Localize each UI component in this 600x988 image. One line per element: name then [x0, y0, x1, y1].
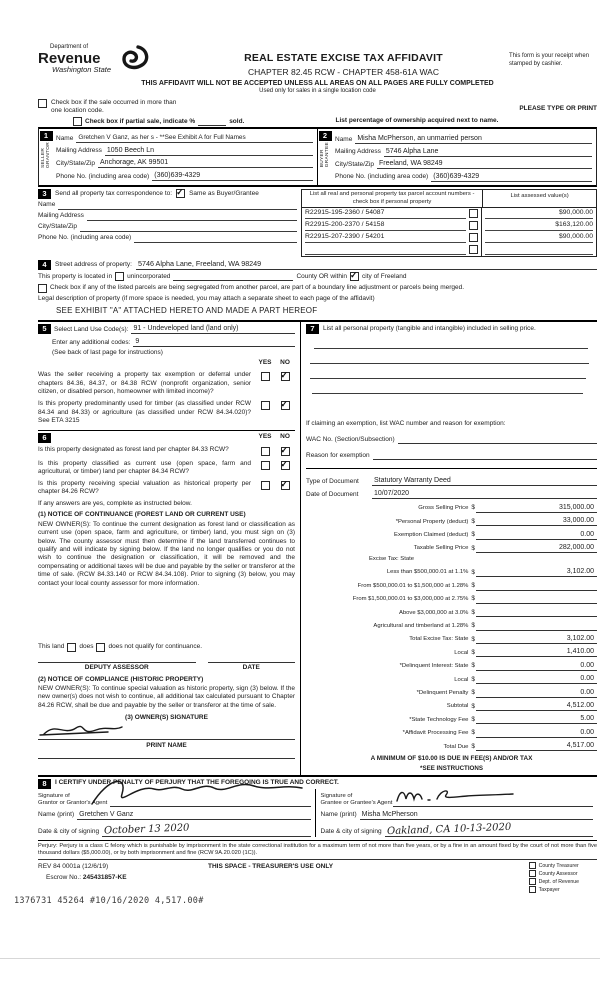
yes-header: YES: [258, 432, 272, 440]
q6-forest-yes-checkbox[interactable]: [261, 447, 270, 456]
personal-property-checkbox[interactable]: [469, 245, 478, 254]
segregated-checkbox[interactable]: [38, 284, 47, 293]
wac-number-label: WAC No. (Section/Subsection): [306, 435, 395, 443]
financial-row: [306, 661, 597, 671]
dollar-sign: $: [471, 504, 475, 512]
wac-number-field[interactable]: [398, 435, 597, 444]
financial-row: [306, 714, 597, 724]
assessed-value: [485, 245, 593, 255]
partial-sale-label: Check box if partial sale, indicate %: [85, 118, 196, 126]
agency-dept-of: Department of: [50, 44, 89, 50]
county-assessor-label: County Assessor: [538, 870, 578, 877]
reason-exemption-field[interactable]: [373, 451, 597, 460]
fin-label: *Affidavit Processing Fee: [402, 730, 469, 737]
county-treasurer-checkbox[interactable]: [529, 862, 536, 869]
seller-name-label: Name: [56, 134, 74, 142]
grantee-signature-scribble: [393, 786, 543, 806]
financial-row: [306, 594, 597, 604]
parcel-row: [302, 232, 596, 244]
street-address-field[interactable]: 5746 Alpha Lane, Freeland, WA 98249: [136, 259, 597, 269]
additional-codes-label: Enter any additional codes:: [52, 338, 131, 346]
dollar-sign: $: [471, 662, 475, 670]
question-row: [38, 480, 295, 497]
buyer-phone-field[interactable]: (360)639-4329: [431, 172, 592, 182]
minimum-fee-note: A MINIMUM OF $10.00 IS DUE IN FEE(S) AND/OR TAX: [370, 755, 533, 763]
q5-timber-text: Is this property predominantly used for timber (as classified under RCW 84.34 and 84.33) or agriculture (as classified under RCW 84.34.020)? See ETA 3215: [38, 400, 251, 425]
buyer-section: [317, 129, 596, 184]
segregated-label: Check box if any of the listed parcels are being segregated from another parcel, are part of a boundary line adjustment or parcels being merged.: [50, 284, 465, 292]
q6-current-use-text: Is this property classified as current use (open space, farm and agricultural, or timber) land per chapter 84.34 RCW?: [38, 459, 251, 475]
additional-codes-field[interactable]: 9: [133, 337, 295, 347]
grantor-sig-label-2: Grantor or Grantor's Agent: [38, 799, 108, 806]
grantee-sig-label-2: Grantee or Grantee's Agent: [320, 799, 393, 806]
dollar-sign: $: [471, 702, 475, 710]
assessed-value: $90,000.00: [485, 209, 593, 219]
seller-side-label: SELLER: [40, 148, 46, 169]
parcel-number: [305, 245, 466, 255]
perjury-paragraph: Perjury: Perjury is a class C felony which is punishable by imprisonment in the state correctional institution for a maximum term of not more than five years, or by a fine in an amount fixed by the court of not more than five thousand dollars ($5,000.00), or by both imprisonment and fine (RCW 9A.20.020 (1C)).: [38, 840, 597, 858]
fin-value: 4,512.00: [476, 701, 597, 711]
fin-label: *Personal Property (deduct): [395, 518, 469, 525]
county-or-within-label: County OR within: [296, 272, 348, 280]
section-2-number: 2: [319, 131, 332, 141]
q5-timber-no-checkbox[interactable]: [281, 401, 290, 410]
dollar-sign: $: [471, 715, 475, 723]
q6-current-use-no-checkbox[interactable]: [281, 461, 290, 470]
does-not-qualify-checkbox[interactable]: [96, 643, 105, 652]
fin-label: Local: [454, 649, 469, 656]
compliance-heading: (2) NOTICE OF COMPLIANCE (HISTORIC PROPERTY): [38, 675, 204, 683]
escrow-number: 245431857-KE: [82, 874, 127, 882]
type-of-document-field[interactable]: Statutory Warranty Deed: [372, 476, 597, 486]
grantor-date-city-label: Date & city of signing: [38, 828, 100, 836]
seller-csz-field[interactable]: Anchorage, AK 99501: [98, 158, 313, 168]
no-header: NO: [280, 432, 290, 440]
owner-signature-line[interactable]: [38, 724, 295, 740]
fin-label: *Delinquent Penalty: [416, 689, 469, 696]
q6-forest-text: Is this property designated as forest land per chapter 84.33 RCW?: [38, 446, 229, 454]
dept-of-revenue-checkbox[interactable]: [529, 878, 536, 885]
financial-row: [306, 621, 597, 631]
financial-row: [306, 567, 597, 577]
dollar-sign: $: [471, 649, 475, 657]
fin-value: 0.00: [476, 661, 597, 671]
grantee-date-city-label: Date & city of signing: [320, 828, 382, 836]
city-of-label: city of Freeland: [362, 272, 407, 280]
land-use-code-label: Select Land Use Code(s):: [54, 325, 129, 333]
dor-swirl-logo: [113, 44, 149, 74]
section-6-number: 6: [38, 433, 51, 443]
grantee-name-field[interactable]: Misha McPherson: [360, 810, 593, 820]
dollar-sign: $: [471, 544, 475, 552]
corr-csz-label: City/State/Zip: [38, 223, 78, 231]
continuance-paragraph: NEW OWNER(S): To continue the current designation as forest land or classification as current use (open space, farm and agriculture, or timber) land, you must sign on (3) below. The county assessor must then determine if the land transferred continues to qualify and will indicate by signing below. If the land no longer qualifies or you do not wish to continue the designation or classification, it will be removed and the compensating or additional taxes will be due and payable by the seller or transferor at the time of sale. (RCW 84.33.140 or RCW 84.34.108). Prior to signing (3) below, you may contact your local county assessor for more information.: [38, 520, 295, 587]
does-not-label: does not qualify for continuance.: [108, 643, 203, 651]
dollar-sign: $: [471, 608, 475, 616]
unincorporated-label: unincorporated: [127, 272, 171, 280]
financial-row: [306, 674, 597, 684]
dollar-sign: $: [471, 742, 475, 750]
certification-section: [38, 777, 597, 837]
county-treasurer-label: County Treasurer: [538, 862, 579, 869]
personal-property-checkbox[interactable]: [469, 209, 478, 218]
parcel-number: R22915-207-2390 / 54201: [305, 233, 466, 243]
same-as-buyer-checkbox[interactable]: [176, 189, 185, 198]
form-header: [38, 44, 597, 78]
fin-label: Subtotal: [446, 703, 469, 710]
buyer-address-field[interactable]: 5746 Alpha Lane: [384, 147, 592, 157]
corr-address-label: Mailing Address: [38, 212, 84, 220]
dollar-sign: $: [471, 531, 475, 539]
certify-statement: I CERTIFY UNDER PENALTY OF PERJURY THAT THE FOREGOING IS TRUE AND CORRECT.: [55, 779, 339, 787]
print-name-label: PRINT NAME: [146, 741, 187, 749]
fin-label: Exemption Claimed (deduct): [394, 531, 469, 538]
fin-label: Gross Selling Price: [418, 505, 469, 512]
q6-current-use-yes-checkbox[interactable]: [261, 461, 270, 470]
partial-sale-sold-label: sold.: [229, 118, 245, 126]
see-back-note: (See back of last page for instructions): [52, 349, 163, 357]
dept-of-revenue-label: Dept. of Revenue: [538, 878, 579, 885]
q5-exemption-text: Was the seller receiving a property tax exemption or deferral under chapters 84.36, 84.37, or 84.38 RCW (nonprofit organization, senior citizen, or disabled person, homeowner with limited income)?: [38, 371, 251, 396]
land-use-column: [38, 322, 300, 775]
section-8-number: 8: [38, 779, 51, 789]
if-yes-note: If any answers are yes, complete as instructed below.: [38, 499, 192, 507]
seller-csz-label: City/State/Zip: [56, 160, 96, 168]
financial-row: [306, 581, 597, 591]
dollar-sign: $: [471, 622, 475, 630]
does-qualify-checkbox[interactable]: [67, 643, 76, 652]
corr-phone-label: Phone No. (including area code): [38, 234, 132, 242]
buyer-address-label: Mailing Address: [335, 148, 381, 156]
partial-sale-percent-field[interactable]: [198, 118, 226, 126]
parcel-number: R22915-195-2360 / 54087: [305, 209, 466, 219]
grantee-name-print-label: Name (print): [320, 811, 357, 819]
date-of-document-field[interactable]: 10/07/2020: [372, 489, 597, 499]
personal-property-label: List all personal property (tangible and intangible) included in selling price.: [323, 324, 536, 332]
q5-exemption-yes-checkbox[interactable]: [261, 372, 270, 381]
unincorporated-checkbox[interactable]: [115, 272, 124, 281]
financial-row: [306, 503, 597, 513]
parcel-row: [302, 244, 596, 256]
fin-value: 0.00: [476, 674, 597, 684]
fin-label: Taxable Selling Price: [413, 545, 469, 552]
grantee-signature-block: [315, 789, 598, 837]
q5-timber-yes-checkbox[interactable]: [261, 401, 270, 410]
personal-property-checkbox[interactable]: [469, 233, 478, 242]
fin-value: 4,517.00: [476, 741, 597, 751]
fin-label: *State Technology Fee: [409, 716, 469, 723]
located-in-label: This property is located in: [38, 272, 113, 280]
dollar-sign: $: [471, 729, 475, 737]
scan-artifact-line: [0, 958, 600, 959]
see-instructions-note: *SEE INSTRUCTIONS: [420, 764, 483, 772]
personal-property-checkbox[interactable]: [469, 221, 478, 230]
financial-row: [306, 701, 597, 711]
type-of-document-label: Type of Document: [306, 477, 359, 485]
financial-row: [306, 647, 597, 657]
q6-forest-no-checkbox[interactable]: [281, 447, 290, 456]
personal-property-line[interactable]: [312, 385, 583, 394]
excise-tax-state-header: Excise Tax: State: [368, 556, 415, 563]
legal-description-text: SEE EXHIBIT "A" ATTACHED HERETO AND MADE A PART HEREOF: [56, 306, 318, 316]
corr-name-label: Name: [38, 201, 56, 209]
fin-value: 315,000.00: [476, 503, 597, 513]
yes-header: YES: [258, 359, 272, 367]
financial-row: [306, 728, 597, 738]
deputy-assessor-signature-line[interactable]: [38, 662, 196, 663]
fin-label: Local: [454, 676, 469, 683]
personal-property-line[interactable]: [310, 355, 589, 364]
agency-state: Washington State: [52, 65, 112, 75]
assessed-value: $90,000.00: [485, 233, 593, 243]
correspondence-label: Send all property tax correspondence to:: [55, 189, 173, 197]
parcel-row: [302, 208, 596, 220]
multi-location-checkbox[interactable]: [38, 99, 47, 108]
financial-row: [306, 543, 597, 553]
form-chapter: CHAPTER 82.45 RCW - CHAPTER 458-61A WAC: [248, 66, 439, 77]
correspondence-section: [38, 189, 301, 257]
grantor-date-city-field[interactable]: [102, 823, 310, 837]
financial-row: [306, 688, 597, 698]
question-row: [38, 460, 295, 477]
q6-historic-yes-checkbox[interactable]: [261, 481, 270, 490]
dollar-sign: $: [471, 689, 475, 697]
grantor-name-print-label: Name (print): [38, 811, 75, 819]
section-7-number: 7: [306, 324, 319, 334]
dollar-sign: $: [471, 595, 475, 603]
fin-label: Less than $500,000.01 at 1.1%: [386, 569, 469, 576]
financial-block: [306, 468, 597, 772]
seller-phone-label: Phone No. (including area code): [56, 172, 150, 180]
buyer-csz-label: City/State/Zip: [335, 160, 375, 168]
fin-label: From $500,000.01 to $1,500,000 at 1.28%: [357, 582, 469, 589]
dollar-sign: $: [471, 517, 475, 525]
cashier-stamp: 1376731 45264 #10/16/2020 4,517.00#: [14, 896, 204, 906]
fin-value: 33,000.00: [476, 516, 597, 526]
county-field[interactable]: [173, 273, 293, 281]
fin-value: 3,102.00: [476, 634, 597, 644]
section-5-number: 5: [38, 324, 51, 334]
seller-section: [39, 129, 317, 184]
partial-sale-checkbox[interactable]: [73, 117, 82, 126]
fin-value: 1,410.00: [476, 647, 597, 657]
section-4-number: 4: [38, 260, 51, 270]
seller-name-field[interactable]: Gretchen V Ganz, as her s - **See Exhibit A for Full Names: [76, 134, 313, 143]
fin-label: Total Due: [443, 743, 469, 750]
fin-value: 3,102.00: [476, 567, 597, 577]
grantee-date-handwriting: Oakland, CA 10-13-2020: [386, 821, 512, 837]
land-use-code-field[interactable]: 91 - Undeveloped land (land only): [131, 324, 295, 334]
q5-exemption-no-checkbox[interactable]: [281, 372, 290, 381]
corr-csz-field[interactable]: [80, 231, 297, 232]
fin-label: From $1,500,000.01 to $3,000,000 at 2.75%: [352, 596, 469, 603]
city-checkbox[interactable]: [350, 272, 359, 281]
corr-name-field[interactable]: [58, 209, 297, 210]
q6-historic-no-checkbox[interactable]: [281, 481, 290, 490]
grantor-sig-label-1: Signature of: [38, 793, 70, 800]
buyer-side-label: BUYER: [319, 149, 325, 168]
assessor-date-label: DATE: [242, 664, 260, 672]
ownership-label: List percentage of ownership acquired next to name.: [335, 117, 499, 125]
section-3-number: 3: [38, 189, 51, 199]
parties-box: [38, 127, 597, 186]
buyer-phone-label: Phone No. (including area code): [335, 173, 429, 181]
owners-signature-heading: (3) OWNER(S) SIGNATURE: [125, 714, 208, 722]
agency-revenue: Revenue: [38, 49, 101, 67]
dollar-sign: $: [471, 675, 475, 683]
please-type-label: PLEASE TYPE OR PRINT: [519, 104, 597, 112]
dollar-sign: $: [471, 568, 475, 576]
seller-address-label: Mailing Address: [56, 147, 102, 155]
personal-property-column: [300, 322, 597, 775]
parcel-number: R22915-200-2370 / 54158: [305, 221, 466, 231]
corr-phone-field[interactable]: [134, 242, 297, 243]
street-address-label: Street address of property:: [55, 261, 132, 269]
parcels-header-left: List all real and personal property tax parcel account numbers - check box if personal property: [302, 190, 483, 207]
grantor-signature-line[interactable]: [110, 790, 311, 807]
section-1-number: 1: [40, 131, 53, 141]
grantor-signature-block: [38, 789, 315, 837]
financial-row: [306, 741, 597, 751]
fin-value: [476, 621, 597, 631]
fin-label: Total Excise Tax: State: [409, 636, 469, 643]
financial-row: [306, 607, 597, 617]
no-header: NO: [280, 359, 290, 367]
grantor-side-label: GRANTOR: [46, 142, 51, 169]
personal-property-line[interactable]: [310, 370, 586, 379]
treasurer-row: [38, 859, 597, 892]
fin-value: [476, 581, 597, 591]
grantor-name-field[interactable]: Gretchen V Ganz: [77, 810, 310, 820]
legal-description-label: Legal description of property (if more space is needed, you may attach a separate sheet to each page of the affidavit): [38, 295, 375, 303]
fin-label: Above $3,000,000 at 3.0%: [398, 609, 469, 616]
financial-row: [306, 634, 597, 644]
taxpayer-label: Taxpayer: [538, 886, 560, 893]
treasurer-use-label: THIS SPACE - TREASURER'S USE ONLY: [208, 863, 334, 871]
copies-checklist: [529, 861, 579, 893]
fin-value: 0.00: [476, 688, 597, 698]
financial-row: [306, 516, 597, 526]
reason-exemption-label: Reason for exemption: [306, 451, 370, 459]
warning-line: THIS AFFIDAVIT WILL NOT BE ACCEPTED UNLESS ALL AREAS ON ALL PAGES ARE FULLY COMPLETED: [141, 79, 494, 87]
fin-value: 0.00: [476, 728, 597, 738]
grantor-date-handwriting: October 13 2020: [103, 822, 190, 837]
fin-value: 5.00: [476, 714, 597, 724]
escrow-label: Escrow No.:: [46, 874, 82, 882]
grantee-sig-label-1: Signature of: [320, 793, 353, 800]
personal-property-line[interactable]: [314, 340, 588, 349]
receipt-note: This form is your receipt when stamped by cashier.: [509, 53, 590, 67]
parcels-header-right: List assessed value(s): [510, 192, 569, 199]
rev-form-number: REV 84 0001a (12/6/19): [38, 863, 109, 871]
question-row: [38, 371, 295, 396]
taxpayer-checkbox[interactable]: [529, 886, 536, 893]
same-as-buyer-label: Same as Buyer/Grantee: [189, 189, 259, 197]
question-row: [38, 446, 295, 456]
fin-label: Agricultural and timberland at 1.28%: [373, 623, 469, 629]
question-row: [38, 400, 295, 425]
county-assessor-checkbox[interactable]: [529, 870, 536, 877]
single-location-note: Used only for sales in a single location code: [259, 87, 376, 94]
dollar-sign: $: [471, 635, 475, 643]
property-section: [38, 259, 597, 322]
assessed-value: $163,120.00: [485, 221, 593, 231]
agency-block: [38, 44, 178, 75]
deputy-assessor-label: DEPUTY ASSESSOR: [84, 664, 149, 672]
buyer-name-label: Name: [335, 135, 353, 143]
assessor-date-line[interactable]: [208, 662, 296, 663]
dollar-sign: $: [471, 582, 475, 590]
form-title: REAL ESTATE EXCISE TAX AFFIDAVIT: [244, 52, 443, 64]
fin-value: [476, 607, 597, 617]
compliance-paragraph: NEW OWNER(S): To continue special valuation as historic property, sign (3) below. If the new owner(s) does not wish to continue, all additional tax calculated pursuant to Chapter 84.26 RCW, shall be due and payable by the seller or transferor at the time of sale.: [38, 685, 295, 709]
exemption-note: If claiming an exemption, list WAC number and reason for exemption:: [306, 419, 506, 427]
fin-value: [476, 594, 597, 604]
seller-address-field[interactable]: 1050 Beech Ln: [105, 146, 313, 156]
corr-address-field[interactable]: [87, 220, 297, 221]
continuance-heading: (1) NOTICE OF CONTINUANCE (FOREST LAND OR CURRENT USE): [38, 511, 246, 519]
buyer-csz-field[interactable]: Freeland, WA 98249: [377, 159, 592, 169]
financial-row: [306, 530, 597, 540]
multi-location-label: Check box if the sale occurred in more than one location code.: [51, 98, 177, 115]
fin-label: *Delinquent Interest: State: [399, 663, 469, 670]
parcels-table: [301, 189, 597, 257]
this-land-label: This land: [38, 643, 65, 651]
fin-value: 282,000.00: [476, 543, 597, 553]
fin-value: 0.00: [476, 530, 597, 540]
q6-historic-text: Is this property receiving special valuation as historical property per chapter 84.26 RCW?: [38, 479, 251, 496]
seller-phone-field[interactable]: (360)639-4329: [152, 171, 313, 181]
grantee-signature-line[interactable]: [393, 790, 594, 807]
date-of-document-label: Date of Document: [306, 491, 359, 499]
parcel-row: [302, 220, 596, 232]
does-label: does: [79, 643, 94, 651]
print-name-line[interactable]: [38, 750, 295, 759]
grantee-side-label: GRANTEE: [325, 142, 330, 168]
buyer-name-field[interactable]: Misha McPherson, an unmarried person: [355, 134, 592, 144]
grantee-date-city-field[interactable]: [385, 823, 593, 837]
